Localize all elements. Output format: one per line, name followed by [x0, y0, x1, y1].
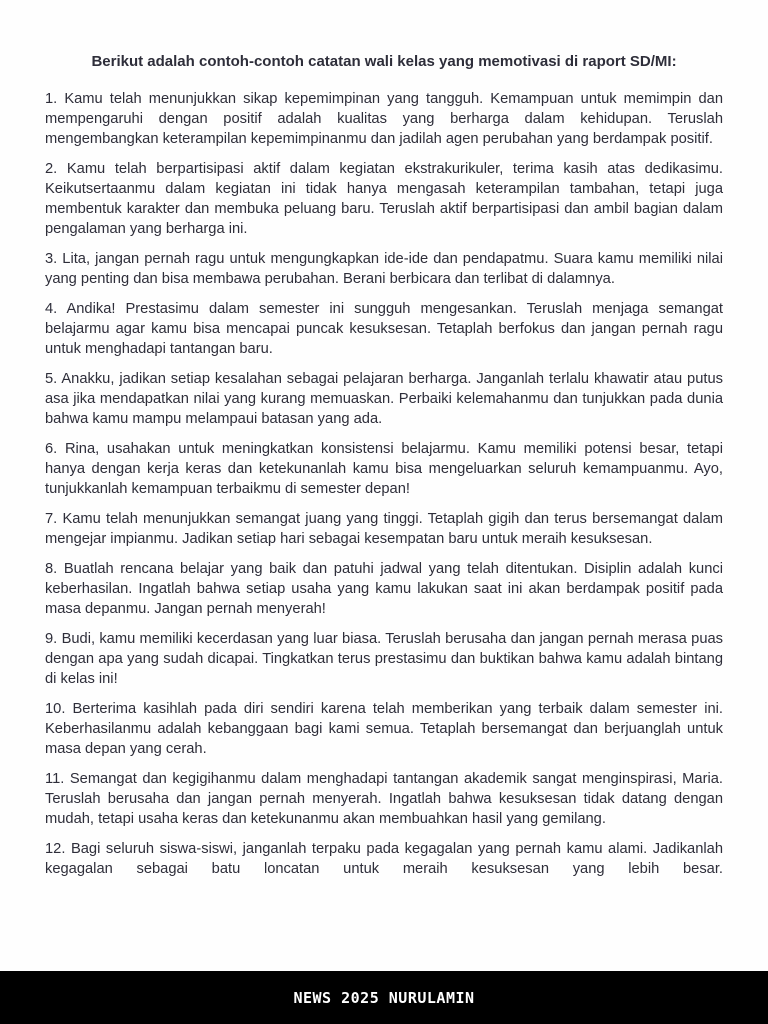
paragraph-number: 8.	[45, 561, 58, 577]
paragraph-number: 12.	[45, 841, 66, 857]
paragraph-10	[45, 699, 723, 759]
paragraph-number: 6.	[45, 441, 58, 457]
paragraph-text: Kamu telah menunjukkan sikap kepemimpinan yang tangguh. Kemampuan untuk memimpin dan mempengaruhi dengan positif adalah kualitas yang berharga dalam kehidupan. Teruslah mengembangkan keterampilan kepemimpinanmu dan jadilah agen perubahan yang berdampak positif.	[45, 91, 723, 147]
paragraph-number: 3.	[45, 251, 58, 267]
paragraph-number: 11.	[45, 771, 65, 787]
paragraph-12	[45, 839, 723, 879]
paragraph-text: Buatlah rencana belajar yang baik dan patuhi jadwal yang telah ditentukan. Disiplin adalah kunci keberhasilan. Ingatlah bahwa setiap usaha yang kamu lakukan saat ini akan berdampak positif pada masa depanmu. Jangan pernah menyerah!	[45, 561, 723, 617]
paragraph-number: 4.	[45, 301, 58, 317]
paragraph-text: Semangat dan kegigihanmu dalam menghadapi tantangan akademik sangat menginspirasi, Maria. Teruslah berusaha dan jangan pernah menyerah. Ingatlah bahwa kesuksesan tidak datang dengan mudah, tetapi usaha keras dan ketekunanmu akan membuahkan hasil yang gemilang.	[45, 771, 723, 827]
paragraph-3	[45, 249, 723, 289]
paragraph-text: Lita, jangan pernah ragu untuk mengungkapkan ide-ide dan pendapatmu. Suara kamu memiliki nilai yang penting dan bisa membawa perubahan. Berani berbicara dan terlibat di dalamnya.	[45, 251, 723, 287]
page-title: Berikut adalah contoh-contoh catatan wali kelas yang memotivasi di raport SD/MI:	[91, 53, 677, 70]
paragraph-5	[45, 369, 723, 429]
paragraph-4	[45, 299, 723, 359]
paragraph-text: Bagi seluruh siswa-siswi, janganlah terpaku pada kegagalan yang pernah kamu alami. Jadikanlah kegagalan sebagai batu loncatan untuk meraih kesuksesan yang lebih besar.	[45, 841, 723, 877]
paragraph-number: 5.	[45, 371, 58, 387]
footer-bar	[0, 971, 768, 1024]
paragraph-8	[45, 559, 723, 619]
paragraph-number: 2.	[45, 161, 58, 177]
paragraph-text: Budi, kamu memiliki kecerdasan yang luar biasa. Teruslah berusaha dan jangan pernah merasa puas dengan apa yang sudah dicapai. Tingkatkan terus prestasimu dan buktikan bahwa kamu adalah bintang di kelas ini!	[45, 631, 723, 687]
paragraph-1	[45, 89, 723, 149]
footer-watermark: NEWS 2025 NURULAMIN	[293, 988, 475, 1007]
paragraph-text: Kamu telah berpartisipasi aktif dalam kegiatan ekstrakurikuler, terima kasih atas dedikasimu. Keikutsertaanmu dalam kegiatan ini tidak hanya mengasah keterampilan tambahan, tetapi juga membentuk karakter dan membuka peluang baru. Teruslah aktif berpartisipasi dan ambil bagian dalam pengalaman yang berharga ini.	[45, 161, 723, 237]
paragraph-number: 7.	[45, 511, 58, 527]
paragraph-9	[45, 629, 723, 689]
paragraph-text: Anakku, jadikan setiap kesalahan sebagai pelajaran berharga. Janganlah terlalu khawatir atau putus asa jika mendapatkan nilai yang kurang memuaskan. Perbaiki kelemahanmu dan tunjukkan pada dunia bahwa kamu mampu melampaui batasan yang ada.	[45, 371, 723, 427]
paragraph-text: Berterima kasihlah pada diri sendiri karena telah memberikan yang terbaik dalam semester ini. Keberhasilanmu adalah kebanggaan bagi kami semua. Tetaplah bersemangat dan berjuanglah untuk masa depan yang cerah.	[45, 701, 723, 757]
paragraph-2	[45, 159, 723, 239]
paragraph-6	[45, 439, 723, 499]
paragraph-7	[45, 509, 723, 549]
paragraph-number: 10.	[45, 701, 66, 717]
paragraph-text: Kamu telah menunjukkan semangat juang yang tinggi. Tetaplah gigih dan terus bersemangat dalam mengejar impianmu. Jadikan setiap hari sebagai kesempatan baru untuk meraih kesuksesan.	[45, 511, 723, 547]
paragraph-text: Rina, usahakan untuk meningkatkan konsistensi belajarmu. Kamu memiliki potensi besar, tetapi hanya dengan kerja keras dan ketekunanlah kamu bisa mengeluarkan seluruh kemampuanmu. Ayo, tunjukkanlah kemampuan terbaikmu di semester depan!	[45, 441, 723, 497]
paragraph-number: 9.	[45, 631, 58, 647]
paragraph-11	[45, 769, 723, 829]
paragraph-number: 1.	[45, 91, 58, 107]
paragraph-text: Andika! Prestasimu dalam semester ini sungguh mengesankan. Teruslah menjaga semangat belajarmu agar kamu bisa mencapai puncak kesuksesan. Tetaplah berfokus dan jangan pernah ragu untuk menghadapi tantangan baru.	[45, 301, 723, 357]
